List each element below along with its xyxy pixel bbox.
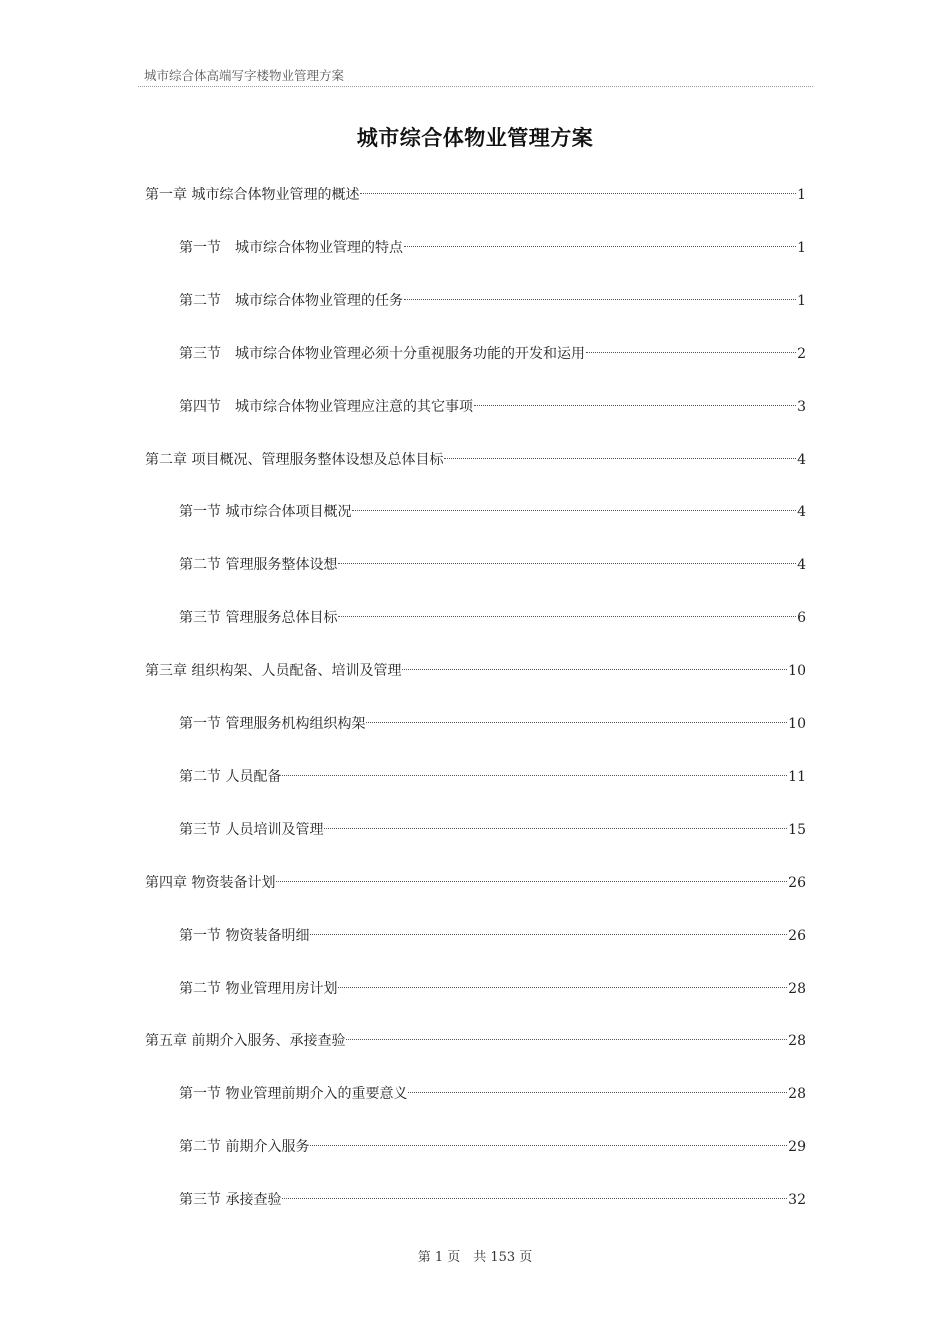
toc-dot-leader [338,616,796,617]
toc-section-entry[interactable] [179,500,806,524]
toc-dot-leader [360,193,796,194]
toc-entry-page-number: 1 [797,239,806,256]
toc-entry-page-number: 10 [788,716,806,732]
toc-entry-label: 第一章 城市综合体物业管理的概述 [145,187,360,203]
toc-dot-leader [474,405,796,406]
toc-dot-leader [586,352,796,353]
document-title: 城市综合体物业管理方案 [356,126,594,150]
toc-section-entry[interactable] [179,289,806,313]
header-text: 城市综合体高端写字楼物业管理方案 [144,68,345,83]
toc-entry-page-number: 28 [788,1086,806,1103]
toc-entry-page-number: 4 [797,557,806,574]
toc-entry-page-number: 1 [797,187,806,203]
toc-entry-page-number: 3 [797,398,806,415]
toc-entry-label: 第三节 人员培训及管理 [179,821,324,838]
toc-entry-label: 第三节 管理服务总体目标 [179,610,338,627]
toc-entry-label: 第一节 物资装备明细 [179,927,310,944]
toc-entry-label: 第一节 管理服务机构组织构架 [179,716,366,732]
toc-section-entry[interactable] [179,1082,806,1106]
toc-dot-leader [444,458,796,459]
toc-entry-page-number: 4 [797,451,806,468]
toc-dot-leader [366,722,787,723]
page-footer: 第 1 页 共 153 页 [417,1250,533,1265]
toc-chapter-entry[interactable] [145,183,806,207]
toc-dot-leader [324,828,787,829]
toc-entry-label: 第二节 人员配备 [179,768,282,785]
toc-dot-leader [338,987,787,988]
toc-dot-leader [352,510,796,511]
toc-section-entry[interactable] [179,395,806,419]
toc-entry-label: 第二章 项目概况、管理服务整体设想及总体目标 [145,451,444,468]
toc-chapter-entry[interactable] [145,871,806,895]
toc-entry-label: 第二节 物业管理用房计划 [179,980,338,997]
toc-entry-label: 第四章 物资装备计划 [145,874,276,891]
toc-section-entry[interactable] [179,553,806,577]
toc-entry-page-number: 10 [788,663,806,680]
toc-section-entry[interactable] [179,1188,806,1212]
toc-dot-leader [338,563,796,564]
toc-section-entry[interactable] [179,712,806,736]
toc-section-entry[interactable] [179,765,806,789]
toc-entry-page-number: 32 [788,1192,806,1209]
toc-entry-page-number: 6 [797,610,806,627]
toc-entry-page-number: 26 [788,874,806,891]
toc-chapter-entry[interactable] [145,1029,806,1053]
toc-section-entry[interactable] [179,1135,806,1159]
toc-entry-label: 第三节 城市综合体物业管理必须十分重视服务功能的开发和运用 [179,345,585,362]
toc-dot-leader [404,299,796,300]
toc-dot-leader [404,246,796,247]
toc-entry-label: 第三节 承接查验 [179,1192,282,1209]
toc-chapter-entry[interactable] [145,448,806,472]
toc-section-entry[interactable] [179,818,806,842]
page-header [138,66,813,87]
toc-entry-page-number: 28 [788,980,806,997]
toc-entry-label: 第二节 管理服务整体设想 [179,557,338,574]
toc-entry-label: 第二节 前期介入服务 [179,1139,310,1156]
toc-section-entry[interactable] [179,924,806,948]
toc-dot-leader [276,881,787,882]
toc-entry-page-number: 15 [788,821,806,838]
toc-section-entry[interactable] [179,977,806,1001]
toc-entry-page-number: 26 [788,927,806,944]
toc-entry-page-number: 28 [788,1033,806,1050]
toc-entry-page-number: 11 [788,768,806,785]
toc-entry-page-number: 29 [788,1139,806,1156]
toc-section-entry[interactable] [179,236,806,260]
toc-dot-leader [310,934,787,935]
toc-chapter-entry[interactable] [145,659,806,683]
toc-dot-leader [402,669,787,670]
toc-entry-label: 第一节 城市综合体物业管理的特点 [179,239,403,256]
toc-entry-page-number: 2 [797,345,806,362]
toc-entry-label: 第一节 城市综合体项目概况 [179,504,352,521]
toc-entry-label: 第四节 城市综合体物业管理应注意的其它事项 [179,398,473,415]
toc-section-entry[interactable] [179,606,806,630]
toc-dot-leader [282,775,787,776]
toc-dot-leader [310,1145,787,1146]
toc-entry-label: 第三章 组织构架、人员配备、培训及管理 [145,663,402,680]
toc-dot-leader [346,1039,787,1040]
toc-entry-page-number: 1 [797,292,806,309]
toc-dot-leader [282,1198,787,1199]
toc-entry-page-number: 4 [797,504,806,521]
toc-entry-label: 第二节 城市综合体物业管理的任务 [179,292,403,309]
toc-dot-leader [408,1092,787,1093]
toc-section-entry[interactable] [179,342,806,366]
toc-entry-label: 第一节 物业管理前期介入的重要意义 [179,1086,408,1103]
toc-entry-label: 第五章 前期介入服务、承接查验 [145,1033,346,1050]
